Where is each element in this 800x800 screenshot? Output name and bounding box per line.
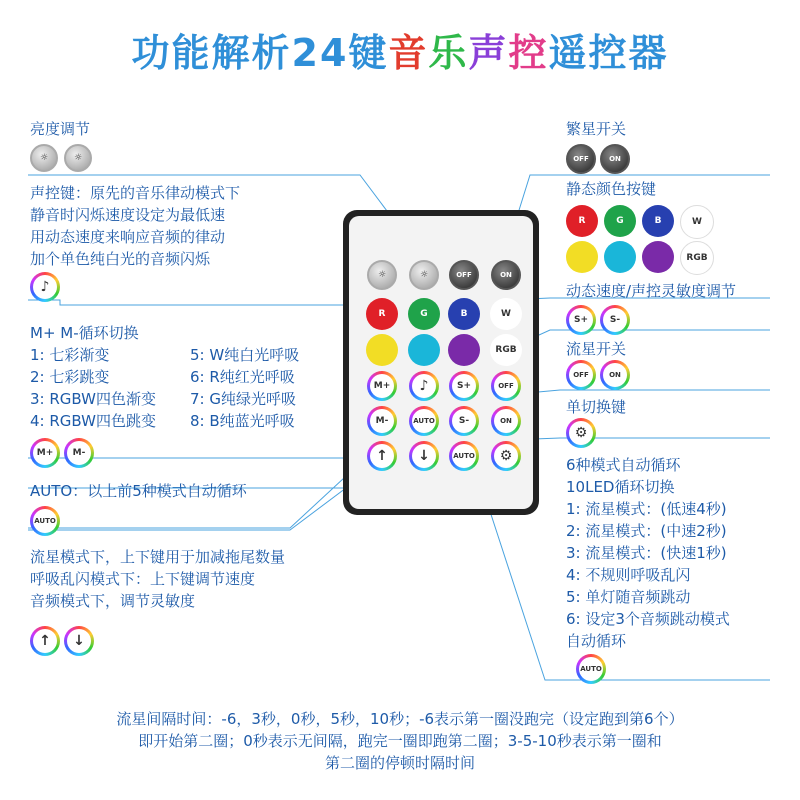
w-label: W [692, 217, 702, 227]
remote-red[interactable] [366, 298, 398, 330]
static-red-button[interactable] [566, 205, 598, 237]
remote-star-on[interactable] [491, 260, 521, 290]
sun-up-icon: ☼ [39, 153, 49, 163]
mode-line: 自动循环 [566, 632, 627, 650]
static-purple-button[interactable] [642, 241, 674, 273]
b-label: B [460, 309, 468, 319]
up-button[interactable] [30, 626, 60, 656]
mode-line: 5: 单灯随音频跳动 [566, 588, 691, 606]
w-label: W [501, 309, 511, 319]
auto-note: AUTO：以上前5种模式自动循环 [30, 482, 247, 500]
mode-line: 6: 设定3个音频跳动模式 [566, 610, 730, 628]
m-minus-button[interactable] [64, 438, 94, 468]
static-blue-button[interactable] [642, 205, 674, 237]
music-note-icon: ♪ [419, 378, 429, 394]
off-label: OFF [573, 155, 589, 163]
remote-auto[interactable] [409, 406, 439, 436]
title-part: 音 [388, 31, 429, 75]
remote-green[interactable] [408, 298, 440, 330]
off-label: OFF [498, 382, 514, 390]
remote-star-off[interactable] [449, 260, 479, 290]
brightness-down-button[interactable] [64, 144, 92, 172]
voice-line: 静音时闪烁速度设定为最低速 [30, 206, 226, 224]
mcycle-item: 5: W纯白光呼吸 [190, 346, 300, 364]
voice-line: 声控键：原先的音乐律动模式下 [30, 184, 241, 202]
voice-line: 加个单色纯白光的音频闪烁 [30, 250, 211, 268]
title-part: 遥控器 [548, 31, 669, 75]
m-plus-label: M+ [373, 381, 391, 391]
mode-line: 10LED循环切换 [566, 478, 675, 496]
remote-blue[interactable] [448, 298, 480, 330]
bottom-line: 第二圈的停顿时隔时间 [324, 754, 475, 772]
s-plus-label: S+ [456, 381, 472, 391]
voice-line: 用动态速度来响应音频的律动 [30, 228, 226, 246]
mode-list [566, 454, 730, 652]
sun-up-icon: ☼ [377, 270, 387, 280]
remote-face [349, 216, 533, 509]
m-plus-label: M+ [36, 448, 54, 458]
static-yellow-button[interactable] [566, 241, 598, 273]
mcycle-title: M+ M-循环切换 [30, 324, 139, 342]
remote-m-minus[interactable] [367, 406, 397, 436]
static-white-button[interactable] [680, 205, 714, 239]
arrow-down-icon: ↓ [418, 448, 430, 464]
static-green-button[interactable] [604, 205, 636, 237]
label-meteor-switch: 流星开关 [566, 340, 627, 358]
label-single-switch: 单切换键 [566, 398, 627, 416]
label-star-switch: 繁星开关 [566, 120, 627, 138]
meteor-on-button[interactable] [600, 360, 630, 390]
m-minus-label: M- [375, 416, 389, 426]
rgb-label: RGB [686, 253, 708, 263]
title-part: 功能解析24键 [131, 31, 389, 75]
auto-label: AUTO [413, 417, 435, 425]
remote-single-switch[interactable] [491, 441, 521, 471]
b-label: B [654, 216, 662, 226]
bottom-line: 即开始第二圈；0秒表示无间隔，跑完一圈即跑第二圈；3-5-10秒表示第一圈和 [138, 732, 662, 750]
mcycle-table [30, 344, 299, 432]
s-plus-label: S+ [573, 315, 589, 325]
updown-note [30, 546, 285, 612]
on-label: ON [609, 371, 621, 379]
m-minus-label: M- [72, 448, 86, 458]
star-on-button[interactable] [600, 144, 630, 174]
off-label: OFF [456, 271, 472, 279]
on-label: ON [609, 155, 621, 163]
remote-yellow[interactable] [366, 334, 398, 366]
remote-voice[interactable] [409, 371, 439, 401]
r-label: R [378, 309, 386, 319]
remote-auto-mode[interactable] [449, 441, 479, 471]
title-part: 乐 [428, 31, 469, 75]
on-label: ON [500, 271, 512, 279]
mcycle-item: 3: RGBW四色渐变 [30, 390, 156, 408]
mcycle-item: 2: 七彩跳变 [30, 368, 110, 386]
updown-line: 流星模式下，上下键用于加减拖尾数量 [30, 548, 286, 566]
remote-s-plus[interactable] [449, 371, 479, 401]
s-minus-label: S- [609, 315, 621, 325]
title-part: 声 [468, 31, 509, 75]
bottom-note [0, 708, 800, 774]
off-label: OFF [573, 371, 589, 379]
meteor-off-button[interactable] [566, 360, 596, 390]
static-cyan-button[interactable] [604, 241, 636, 273]
remote-brightness-up[interactable] [367, 260, 397, 290]
remote-white[interactable] [490, 298, 522, 330]
gear-icon: ⚙ [574, 425, 588, 441]
mcycle-item: 7: G纯绿光呼吸 [190, 390, 296, 408]
g-label: G [616, 216, 624, 226]
mode-line: 4: 不规则呼吸乱闪 [566, 566, 691, 584]
star-off-button[interactable] [566, 144, 596, 174]
label-brightness: 亮度调节 [30, 120, 91, 138]
label-static-color: 静态颜色按键 [566, 180, 657, 198]
g-label: G [420, 309, 428, 319]
mode-line: 6种模式自动循环 [566, 456, 681, 474]
remote-s-minus[interactable] [449, 406, 479, 436]
updown-line: 呼吸乱闪模式下：上下键调节速度 [30, 570, 256, 588]
remote-meteor-off[interactable] [491, 371, 521, 401]
mcycle-item: 8: B纯蓝光呼吸 [190, 412, 295, 430]
sun-down-icon: ☼ [419, 270, 429, 280]
remote-brightness-down[interactable] [409, 260, 439, 290]
arrow-down-icon: ↓ [73, 633, 85, 649]
auto-label: AUTO [580, 665, 602, 673]
mcycle-item: 4: RGBW四色跳变 [30, 412, 156, 430]
title-part: 控 [508, 31, 549, 75]
rgb-label: RGB [495, 345, 517, 355]
remote-cyan[interactable] [408, 334, 440, 366]
mode-line: 1: 流星模式：(低速4秒) [566, 500, 727, 518]
voice-note [30, 182, 240, 270]
remote-rgb[interactable] [490, 334, 522, 366]
on-label: ON [500, 417, 512, 425]
auto-label: AUTO [34, 517, 56, 525]
s-minus-button[interactable] [600, 305, 630, 335]
arrow-up-icon: ↑ [39, 633, 51, 649]
remote-purple[interactable] [448, 334, 480, 366]
auto-label: AUTO [453, 452, 475, 460]
updown-line: 音频模式下，调节灵敏度 [30, 592, 196, 610]
s-plus-button[interactable] [566, 305, 596, 335]
remote-up[interactable] [367, 441, 397, 471]
remote-m-plus[interactable] [367, 371, 397, 401]
m-plus-button[interactable] [30, 438, 60, 468]
r-label: R [578, 216, 586, 226]
mcycle-item: 1: 七彩渐变 [30, 346, 110, 364]
bottom-line: 流星间隔时间：-6，3秒，0秒，5秒，10秒；-6表示第一圈没跑完（设定跑到第6个） [116, 710, 684, 728]
music-note-icon: ♪ [40, 279, 50, 295]
remote-meteor-on[interactable] [491, 406, 521, 436]
arrow-up-icon: ↑ [376, 448, 388, 464]
mode-line: 2: 流星模式：(中速2秒) [566, 522, 727, 540]
auto-mode-button[interactable] [576, 654, 606, 684]
static-rgb-button[interactable] [680, 241, 714, 275]
remote-down[interactable] [409, 441, 439, 471]
mcycle-item: 6: R纯红光呼吸 [190, 368, 295, 386]
s-minus-label: S- [458, 416, 470, 426]
sun-down-icon: ☼ [73, 153, 83, 163]
auto-button-left[interactable] [30, 506, 60, 536]
brightness-up-button[interactable] [30, 144, 58, 172]
voice-button[interactable] [30, 272, 60, 302]
label-dynamic-speed: 动态速度/声控灵敏度调节 [566, 282, 737, 300]
mode-line: 3: 流星模式：(快速1秒) [566, 544, 727, 562]
gear-icon: ⚙ [499, 448, 513, 464]
single-switch-button[interactable] [566, 418, 596, 448]
remote-control [343, 210, 539, 515]
down-button[interactable] [64, 626, 94, 656]
